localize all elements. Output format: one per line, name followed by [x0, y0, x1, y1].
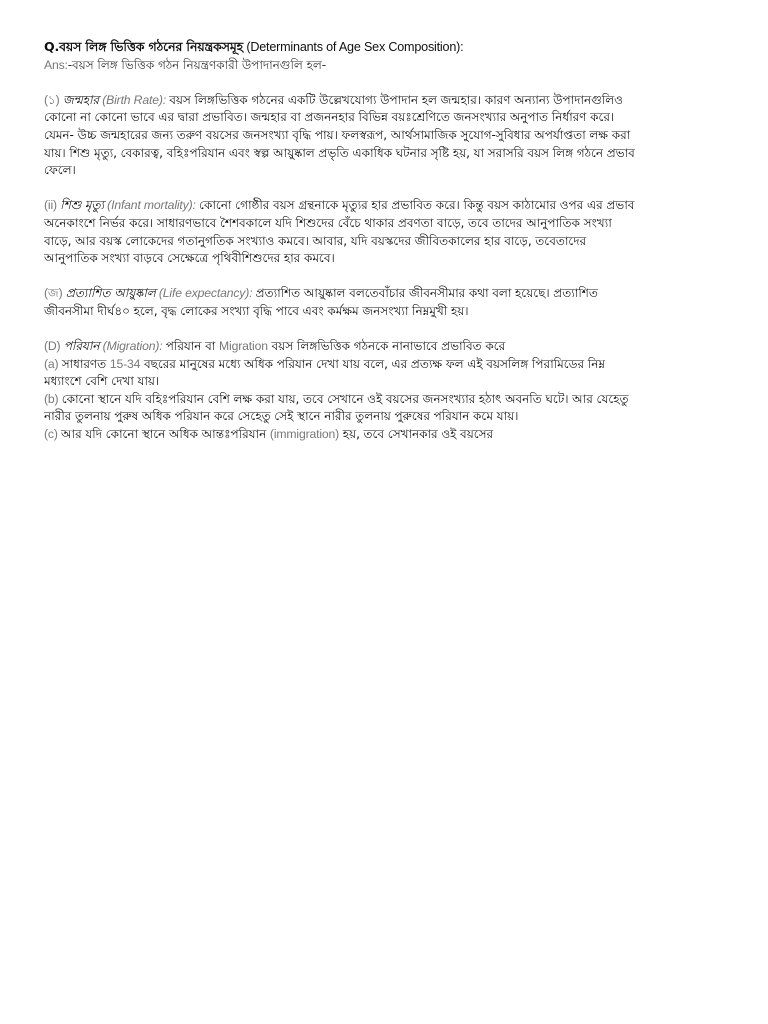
paragraph-text-english: Migration	[219, 339, 268, 354]
paragraph-text: কোনো স্থানে যদি বহিঃপরিযান বেশি লক্ষ করা যায়, তবে সেখানে ওই বয়সের জনসংখ্যার হঠাৎ অবনতি ঘটে। আর যেহেতু	[61, 391, 629, 406]
section-marker: (১)	[44, 92, 63, 107]
paragraph-text: বছরের মানুষের মধ্যে অধিক পরিযান দেখা যায় বলে, এর প্রত্যক্ষ ফল এই বয়সলিঙ্গ পিরামিডের নিম্ন	[140, 356, 605, 371]
paragraph-text: কোনো গোষ্ঠীর বয়স গ্রন্থনাকে মৃত্যুর হার প্রভাবিত করে। কিন্তু বয়স কাঠামোর ওপর এর প্রভাব	[199, 198, 635, 213]
paragraph-text-english: (immigration)	[269, 427, 340, 442]
answer-text: -বয়স লিঙ্গ ভিত্তিক গঠন নিয়ন্ত্রণকারী উপাদানগুলি হল-	[67, 57, 327, 72]
section-marker: (D)	[44, 339, 64, 354]
section-term-english: (Life expectancy):	[155, 286, 256, 301]
point-marker: (b)	[44, 391, 62, 406]
question-title-bengali: বয়স লিঙ্গ ভিত্তিক গঠনের নিয়ন্ত্রকসমূহ	[59, 39, 244, 54]
paragraph-line: বাড়ে, আর বয়স্ক লোকেদের গতানুগতিক সংখ্যাও কমবে। আবার, যদি বয়স্কদের জীবিতকালের হার বাড়ে, তবেতাদের	[44, 233, 587, 248]
section-marker: (ii)	[44, 198, 61, 213]
migration-point-b	[44, 391, 730, 409]
section-term-english: (Infant mortality):	[103, 198, 199, 213]
paragraph-line: মধ্যাংশে বেশি দেখা যায়।	[44, 374, 160, 389]
paragraph-line: নারীর তুলনায় পুরুষ অধিক পরিযান করে সেহেতু সেই স্থানে নারীর তুলনায় পুরুষের পরিযান কমে যায়।	[44, 409, 519, 424]
question-prefix: Q.	[44, 39, 60, 54]
paragraph-line	[44, 197, 730, 215]
point-marker: (c)	[44, 427, 61, 442]
section-term-bengali: শিশু মৃত্যু	[60, 198, 104, 213]
point-marker: (a)	[44, 356, 62, 371]
section-term-english: (Migration):	[99, 339, 166, 354]
paragraph-text: আর যদি কোনো স্থানে অধিক আন্তঃপরিযান	[61, 427, 270, 442]
paragraph-line	[44, 92, 730, 110]
age-range: 15-34	[109, 356, 141, 371]
paragraph-text: সাধারণত	[61, 356, 110, 371]
question-heading	[44, 38, 730, 57]
section-term-bengali: প্রত্যাশিত আয়ুষ্কাল	[65, 286, 156, 301]
answer-label: Ans:	[44, 57, 68, 72]
migration-point-a	[44, 356, 730, 374]
paragraph-line: আনুপাতিক সংখ্যা বাড়বে সেক্ষেত্রে পৃথিবীশিশুদের হার কমবে।	[44, 251, 335, 266]
section-term-bengali: পরিযান	[63, 339, 100, 354]
section-infant-mortality	[44, 197, 730, 267]
migration-point-c	[44, 426, 730, 444]
section-marker: (জ)	[44, 286, 66, 301]
section-life-expectancy	[44, 285, 730, 320]
answer-intro	[44, 57, 730, 75]
paragraph-text: বয়স লিঙ্গভিত্তিক গঠনের একটি উল্লেখযোগ্য উপাদান হল জন্মহার। কারণ অন্যান্য উপাদানগুলিও	[169, 92, 623, 107]
paragraph-text: বয়স লিঙ্গভিত্তিক গঠনকে নানাভাবে প্রভাবিত করে	[267, 339, 506, 354]
paragraph-line	[44, 338, 730, 356]
paragraph-text: প্রত্যাশিত আয়ুষ্কাল বলতেবাঁচার জীবনসীমার কথা বলা হয়েছে। প্রত্যাশিত	[255, 286, 598, 301]
paragraph-line: যেমন- উচ্চ জন্মহারের জন্য তরুণ বয়সের জনসংখ্যা বৃদ্ধি পায়। ফলস্বরূপ, আর্থসামাজিক সুযোগ-সুবিধার অপর্যাপ্ততা লক্ষ করা	[44, 127, 631, 142]
question-title-english: (Determinants of Age Sex Composition):	[243, 40, 464, 54]
section-term-english: (Birth Rate):	[98, 92, 170, 107]
section-birth-rate	[44, 92, 730, 180]
paragraph-line: জীবনসীমা দীর্ঘ৪০ হলে, বৃদ্ধ লোকের সংখ্যা বৃদ্ধি পাবে এবং কর্মক্ষম জনসংখ্যা নিম্নমুখী হয়।	[44, 303, 469, 318]
paragraph-line: যায়। শিশু মৃত্যু, বেকারত্ব, বহিঃপরিযান এবং স্বল্প আয়ুষ্কাল প্রভৃতি একাধিক ঘটনার সৃষ্টি হয়, যা সরাসরি বয়স লিঙ্গ গঠনে প্রভাব	[44, 145, 635, 160]
section-term-bengali: জন্মহার	[62, 92, 99, 107]
paragraph-line: অনেকাংশে নির্ভর করে। সাধারণভাবে শৈশবকালে যদি শিশুদের বেঁচে থাকার প্রবণতা বাড়ে, তবে তাদের আনুপাতিক সংখ্যা	[44, 215, 612, 230]
paragraph-line	[44, 285, 730, 303]
paragraph-line: কোনো না কোনো ভাবে এর দ্বারা প্রভাবিত। জন্মহার বা প্রজননহার বিভিন্ন বয়ঃশ্রেণিতে জনসংখ্যার অনুপাত নির্ধারণ করে।	[44, 110, 615, 125]
paragraph-text: হয়, তবে সেখানকার ওই বয়সের	[339, 427, 494, 442]
section-migration	[44, 338, 730, 444]
paragraph-text: পরিযান বা	[165, 339, 220, 354]
paragraph-line: ফেলে।	[44, 163, 76, 178]
